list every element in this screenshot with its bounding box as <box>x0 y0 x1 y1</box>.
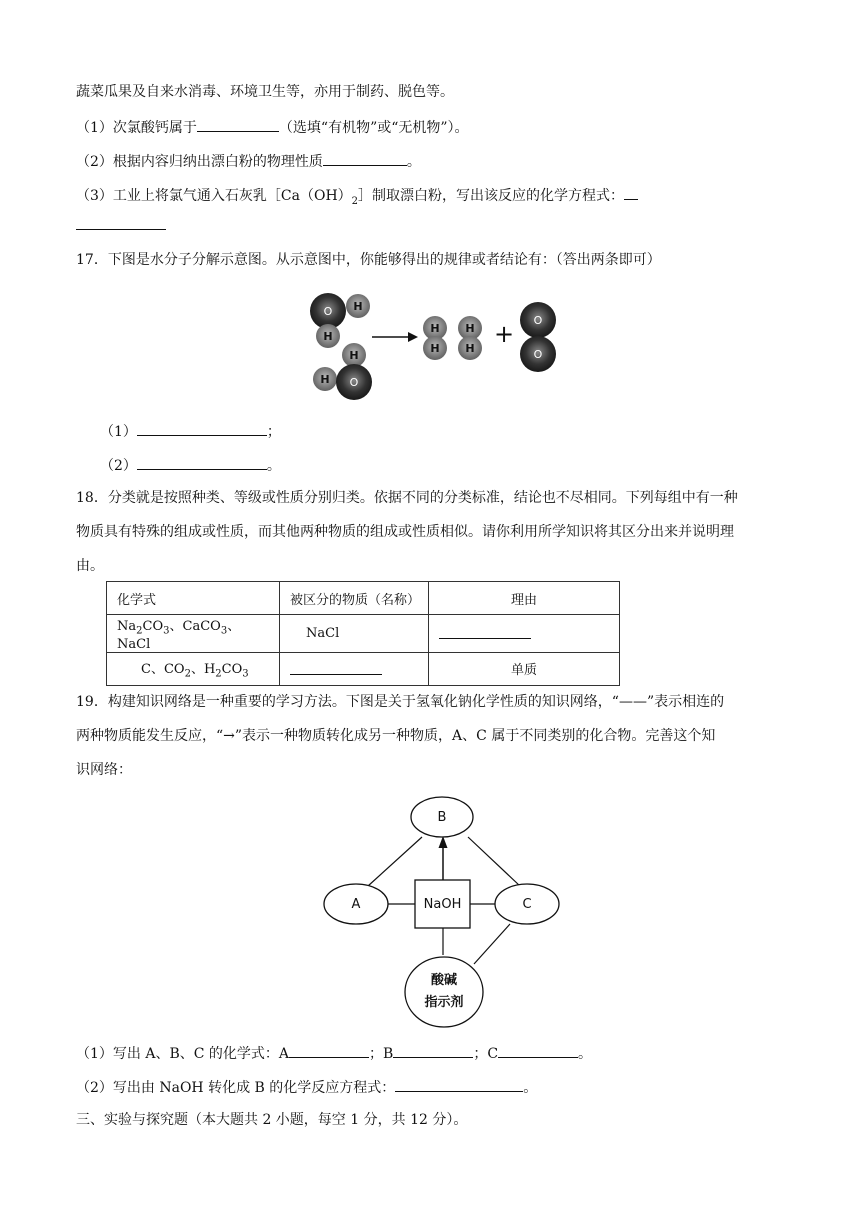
answer-blank-A[interactable] <box>289 1042 369 1058</box>
answer-blank-B[interactable] <box>393 1042 473 1058</box>
question-16-1: （1）次氯酸钙属于 （选填“有机物”或“无机物”）。 <box>76 116 469 138</box>
question-18-cont: 由。 <box>76 558 104 574</box>
table-header: 化学式 <box>107 582 280 615</box>
plus-sign: + <box>494 320 515 348</box>
hydrogen-atom: H <box>342 343 366 367</box>
question-17-1: （1） ； <box>100 420 281 442</box>
table-cell-name: NaCl <box>280 615 429 653</box>
question-16-3: （3）工业上将氯气通入石灰乳$[Ca(OH)_2]$制取漂白粉，写出该反应的化学方程式： <box>76 184 638 212</box>
question-17: 17．下图是水分子分解示意图。从示意图中，你能够得出的规律或者结论有：（答出两条即可） <box>76 252 661 268</box>
text-line: 蔬菜瓜果及自来水消毒、环境卫生等，亦用于制药、脱色等。 <box>76 84 454 100</box>
question-16-2: （2）根据内容归纳出漂白粉的物理性质 。 <box>76 150 421 172</box>
oxygen-atom: O <box>336 364 372 400</box>
link-A-B <box>368 837 422 886</box>
question-19-1: （1）写出 A、B、C 的化学式：A ；B ；C 。 <box>76 1042 592 1064</box>
node-indicator: 酸碱 指示剂 <box>424 973 464 1010</box>
hydrogen-atom: H <box>458 336 482 360</box>
node-A: A <box>351 896 361 912</box>
arrow-head <box>439 836 448 848</box>
answer-blank[interactable] <box>395 1076 523 1092</box>
table-cell-formula: C、$CO_2$、$H_2CO_3$ <box>107 652 280 685</box>
question-19-cont: 识网络： <box>76 762 132 778</box>
question-18: 18．分类就是按照种类、等级或性质分别归类。依据不同的分类标准，结论也不尽相同。下列每组中有一种 <box>76 490 738 506</box>
table-header: 理由 <box>429 582 620 615</box>
node-C: C <box>522 896 532 912</box>
hydrogen-atom: H <box>316 324 340 348</box>
section-3-heading: 三、实验与探究题（本大题共 2 小题，每空 1 分，共 12 分）。 <box>76 1112 468 1128</box>
hydrogen-atom: H <box>423 316 447 340</box>
answer-blank-C[interactable] <box>498 1042 578 1058</box>
question-19-2: （2）写出由 NaOH 转化成 B 的化学反应方程式： 。 <box>76 1076 537 1098</box>
hydrogen-atom: H <box>458 316 482 340</box>
oxygen-atom: O <box>310 293 346 329</box>
hydrogen-atom: H <box>346 294 370 318</box>
question-17-2: （2） 。 <box>100 454 281 476</box>
oxygen-atom: O <box>520 302 556 338</box>
table-cell-formula: $Na_2CO_3$、CaCO$_3$、NaCl <box>107 615 280 653</box>
table-header: 被区分的物质（名称） <box>280 582 429 615</box>
question-18-cont: 物质具有特殊的组成或性质，而其他两种物质的组成或性质相似。请你利用所学知识将其区分出来并说明理 <box>76 524 734 540</box>
table-cell-reason: 单质 <box>429 652 620 685</box>
link-C-indicator <box>474 924 510 964</box>
hydrogen-atom: H <box>423 336 447 360</box>
hydrogen-atom: H <box>313 367 337 391</box>
question-19: 19．构建知识网络是一种重要的学习方法。下图是关于氢氧化钠化学性质的知识网络，“——”表示相连的 <box>76 694 725 710</box>
node-NaOH: NaOH <box>423 896 462 912</box>
link-B-C <box>468 837 520 886</box>
question-19-cont: 两种物质能发生反应，“→”表示一种物质转化成另一种物质，A、C 属于不同类别的化合物。完善这个知 <box>76 728 716 744</box>
node-B: B <box>437 809 447 825</box>
oxygen-atom: O <box>520 336 556 372</box>
